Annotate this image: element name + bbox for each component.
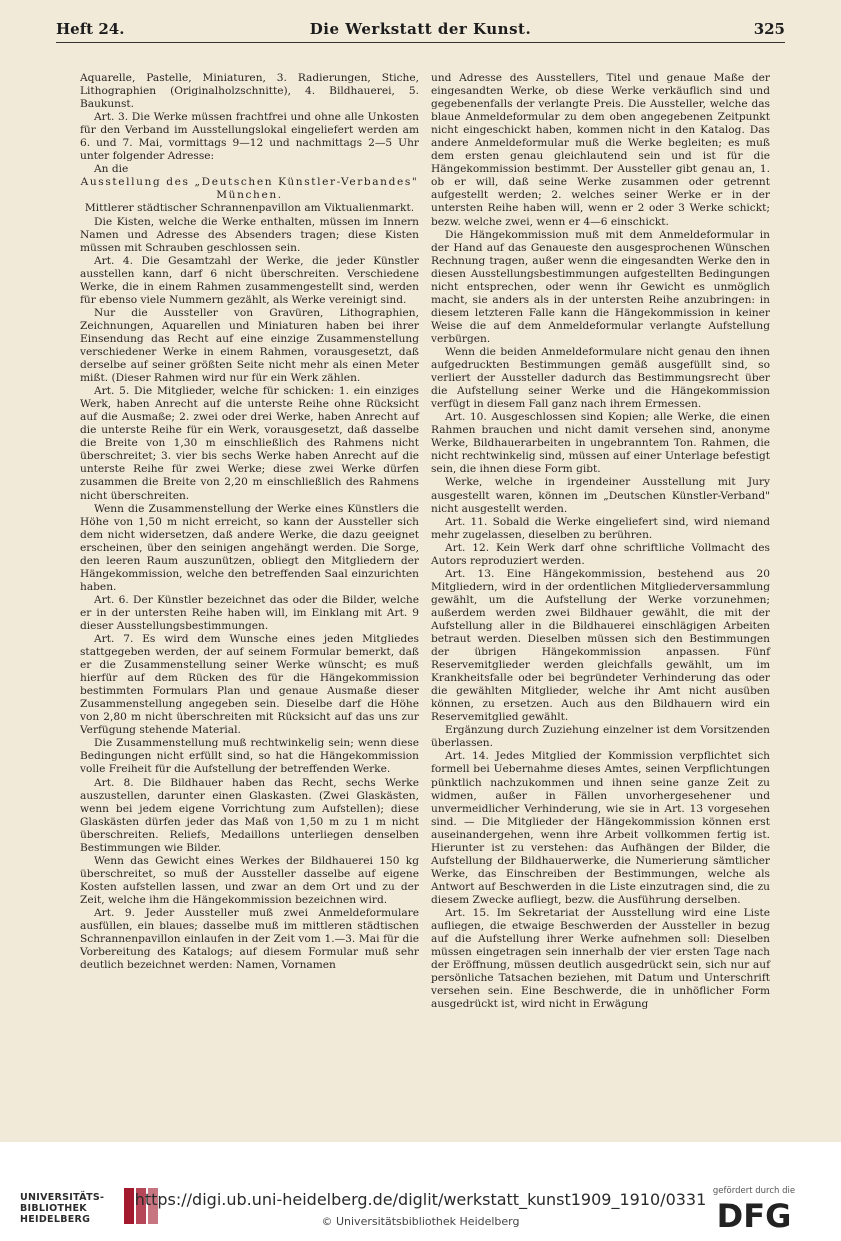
paragraph: Wenn das Gewicht eines Werkes der Bildhauerei 150 kg überschreitet, so muß der Aussteller dasselbe auf eigene Kosten aufstellen lassen, und zwar an dem Ort und zu der Zeit, welche ihm die Hängekommission bezeichnen wird. <box>80 854 419 906</box>
paragraph: Art. 7. Es wird dem Wunsche eines jeden Mitgliedes stattgegeben werden, der auf seinem Formular bemerkt, daß er die Zusammenstellung seiner Werke wünscht; es muß hierfür auf dem Rücken des für die Hängekommission bestimmten Formulars Plan und genaue Ausmaße dieser Zusammenstellung angegeben sein. Dieselbe darf die Höhe von 2,80 m nicht überschreiten mit Rücksicht auf das uns zur Verfügung stehende Material. <box>80 633 419 737</box>
paragraph: Wenn die beiden Anmeldeformulare nicht genau den ihnen aufgedruckten Bestimmungen gemäß ausgefüllt sind, so verliert der Aussteller dadurch das Bestimmungsrecht über die Aufstellung seiner Werke und die Hängekommission verfügt in diesem Fall ganz nach ihrem Ermessen. <box>431 345 770 411</box>
paragraph: Art. 5. Die Mitglieder, welche für schicken: 1. ein einziges Werk, haben Anrecht auf die unterste Reihe ohne Rücksicht auf die Ausmaße; 2. zwei oder drei Werke, haben Anrecht auf die unterste Reihe für ein Werk, vorausgesetzt, daß dasselbe die Breite von 1,30 m einschließlich des Rahmens nicht überschreitet; 3. vier bis sechs Werke haben Anrecht auf die unterste Reihe für zwei Werke; diese zwei Werke dürfen zusammen die Breite von 2,20 m einschließlich des Rahmens nicht überschreiten. <box>80 385 419 502</box>
copyright-notice: © Universitätsbibliothek Heidelberg <box>321 1215 520 1228</box>
paragraph: Werke, welche in irgendeiner Ausstellung mit Jury ausgestellt waren, können im „Deutschen Künstler-Verband" nicht ausgestellt werden. <box>431 476 770 515</box>
paragraph: Art. 14. Jedes Mitglied der Kommission verpflichtet sich formell bei Uebernahme dieses Amtes, seinen Verpflichtungen pünktlich nachzukommen und ihnen seine ganze Zeit zu widmen, außer in Fällen unvorhergesehener und unvermeidlicher Verhinderung, wie sie in Art. 13 vorgesehen sind. — Die Mitglieder der Hängekommission können erst auseinandergehen, wenn ihre Arbeit vollkommen fertig ist. Hierunter ist zu verstehen: das Aufhängen der Bilder, die Aufstellung der Bildhauerwerke, die Numerierung sämtlicher Werke, das Einschreiben der Bestimmungen, welche als Antwort auf Beschwerden in die Liste einzutragen sind, die zu diesem Zwecke aufliegt, bezw. die Ausführung derselben. <box>431 750 770 906</box>
paragraph: Art. 10. Ausgeschlossen sind Kopien; alle Werke, die einen Rahmen brauchen und nicht damit versehen sind, anonyme Werke, Bildhauerarbeiten in ungebranntem Ton. Rahmen, die nicht rechtwinkelig sind, müssen auf einer Unterlage befestigt sein, die ihnen diese Form gibt. <box>431 411 770 476</box>
paragraph: Wenn die Zusammenstellung der Werke eines Künstlers die Höhe von 1,50 m nicht erreicht, so kann der Aussteller sich dem nicht widersetzen, daß andere Werke, die dazu geeignet erscheinen, über den seinigen angehängt werden. Die Sorge, den leeren Raum auszunützen, obliegt den Mitgliedern der Hängekommission, welche den betreffenden Saal einzurichten haben. <box>80 502 419 593</box>
paragraph: Ausstellung des „Deutschen Künstler-Verbandes" München. <box>80 176 419 202</box>
paragraph: Art. 12. Kein Werk darf ohne schriftliche Vollmacht des Autors reproduziert werden. <box>431 541 770 567</box>
left-text-column <box>80 72 419 972</box>
issue-number: Heft 24. <box>56 20 125 38</box>
journal-title: Die Werkstatt der Kunst. <box>309 20 532 38</box>
svg-text:DFG: DFG <box>716 1198 792 1232</box>
paragraph: Art. 13. Eine Hängekommission, bestehend aus 20 Mitgliedern, wird in der ordentlichen Mitgliederversammlung gewählt, um die Aufstellung der Werke vorzunehmen; außerdem werden zwei Bildhauer gewählt, die mit der Aufstellung aller in die Bildhauerei einschlägigen Arbeiten betraut werden. Dieselben müssen sich den Bestimmungen der übrigen Hängekommission anpassen. Fünf Reservemitglieder werden gleichfalls gewählt, um im Krankheitsfalle oder bei begründeter Verhinderung das oder die gewählten Mitglieder, welche ihr Amt nicht ausüben können, zu ersetzen. Auch aus den Bildhauern wird ein Reservemitglied gewählt. <box>431 567 770 724</box>
paragraph: Ergänzung durch Zuziehung einzelner ist dem Vorsitzenden überlassen. <box>431 724 770 750</box>
paragraph: Die Zusammenstellung muß rechtwinkelig sein; wenn diese Bedingungen nicht erfüllt sind, so hat die Hängekommission volle Freiheit für die Aufstellung der betreffenden Werke. <box>80 737 419 776</box>
right-text-column <box>431 72 770 1011</box>
paragraph: Art. 9. Jeder Aussteller muß zwei Anmeldeformulare ausfüllen, ein blaues; dasselbe muß im mittleren städtischen Schrannenpavillon einlaufen in der Zeit vom 1.—3. Mai für die Vorbereitung des Katalogs; auf diesem Formular muß sehr deutlich bezeichnet werden: Namen, Vornamen <box>80 907 419 972</box>
viewer-footer <box>0 1142 841 1241</box>
paragraph: Art. 8. Die Bildhauer haben das Recht, sechs Werke auszustellen, darunter einen Glaskasten. (Zwei Glaskästen, wenn bei jedem eigene Vorrichtung zum Aufstellen); diese Glaskästen dürfen jeder das Maß von 1,50 m zu 1 m nicht überschreiten. Reliefs, Medaillons unterliegen denselben Bestimmungen wie Bilder. <box>80 776 419 854</box>
paragraph: Art. 4. Die Gesamtzahl der Werke, die jeder Künstler ausstellen kann, darf 6 nicht überschreiten. Verschiedene Werke, die in einem Rahmen zusammengestellt sind, werden für ebenso viele Nummern gezählt, als Werke vereinigt sind. <box>80 254 419 306</box>
library-name: UNIVERSITÄTS- BIBLIOTHEK HEIDELBERG <box>20 1192 105 1225</box>
paragraph: Die Kisten, welche die Werke enthalten, müssen im Innern Namen und Adresse des Absenders tragen; diese Kisten müssen mit Schrauben geschlossen sein. <box>80 215 419 254</box>
page-header <box>56 18 785 43</box>
paragraph: Die Hängekommission muß mit dem Anmeldeformular in der Hand auf das Genaueste den ausgesprochenen Wünschen Rechnung tragen, außer wenn die eingesandten Werke den in diesen Ausstellungsbestimmungen aufgestellten Bedingungen nicht entsprechen, oder wenn ihr Gewicht es unmöglich macht, sie anders als in der untersten Reihe anzubringen: in diesem letzteren Falle kann die Hängekommission in keiner Weise die auf dem Anmeldeformular verlangte Aufstellung verbürgen. <box>431 228 770 345</box>
paragraph: Art. 15. Im Sekretariat der Ausstellung wird eine Liste aufliegen, die etwaige Beschwerden der Aussteller in bezug auf die Aufstellung ihrer Werke aufnehmen soll: Dieselben müssen eingetragen sein innerhalb der vier ersten Tage nach der Eröffnung, müssen deutlich ausgedrückt sein, sich nur auf persönliche Tatsachen beziehen, mit Datum und Unterschrift versehen sein. Eine Beschwerde, die in unhöflicher Form ausgedrückt ist, wird nicht in Erwägung <box>431 907 770 1011</box>
paragraph: Art. 3. Die Werke müssen frachtfrei und ohne alle Unkosten für den Verband im Ausstellungslokal eingeliefert werden am 6. und 7. Mai, vormittags 9—12 und nachmittags 2—5 Uhr unter folgender Adresse: <box>80 111 419 163</box>
funding-caption: gefördert durch die <box>712 1186 796 1196</box>
paragraph: Art. 6. Der Künstler bezeichnet das oder die Bilder, welche er in der untersten Reihe haben will, im Einklang mit Art. 9 dieser Ausstellungsbestimmungen. <box>80 593 419 632</box>
page-number: 325 <box>753 20 785 38</box>
paragraph: Nur die Aussteller von Gravüren, Lithographien, Zeichnungen, Aquarellen und Miniaturen haben bei ihrer Einsendung das Recht auf eine einzige Zusammenstellung verschiedener Werke in einem Rahmen, vorausgesetzt, daß derselbe auf seiner größten Seite nicht mehr als einen Meter mißt. (Dieser Rahmen wird nur für ein Werk zählen. <box>80 306 419 385</box>
document-url[interactable]: https://digi.ub.uni-heidelberg.de/diglit/werkstatt_kunst1909_1910/0331 <box>134 1190 707 1209</box>
paragraph: Mittlerer städtischer Schrannenpavillon am Viktualienmarkt. <box>84 202 415 215</box>
paragraph: Aquarelle, Pastelle, Miniaturen, 3. Radierungen, Stiche, Lithographien (Originalholzschnitte), 4. Bildhauerei, 5. Baukunst. <box>80 72 419 111</box>
dfg-logo[interactable] <box>699 1198 809 1232</box>
paragraph: Art. 11. Sobald die Werke eingeliefert sind, wird niemand mehr zugelassen, dieselben zu berühren. <box>431 515 770 541</box>
paragraph: An die <box>94 163 129 176</box>
paragraph: und Adresse des Ausstellers, Titel und genaue Maße der eingesandten Werke, ob diese Werke verkäuflich sind und gegebenenfalls der verlangte Preis. Die Aussteller, welche das blaue Anmeldeformular zu dem oben angegebenen Zeitpunkt nicht eingeschickt haben, kommen nicht in den Katalog. Das andere Anmeldeformular muß die Werke begleiten; es muß dem ersten genau gleichlautend sein und ist für die Hängekommission bestimmt. Der Aussteller gibt genau an, 1. ob er will, daß seine Werke zusammen oder getrennt aufgestellt werden; 2. welches seiner Werke er in der untersten Reihe haben will, wenn er 2 oder 3 Werke schickt; bezw. welche zwei, wenn er 4—6 einschickt. <box>431 72 770 228</box>
